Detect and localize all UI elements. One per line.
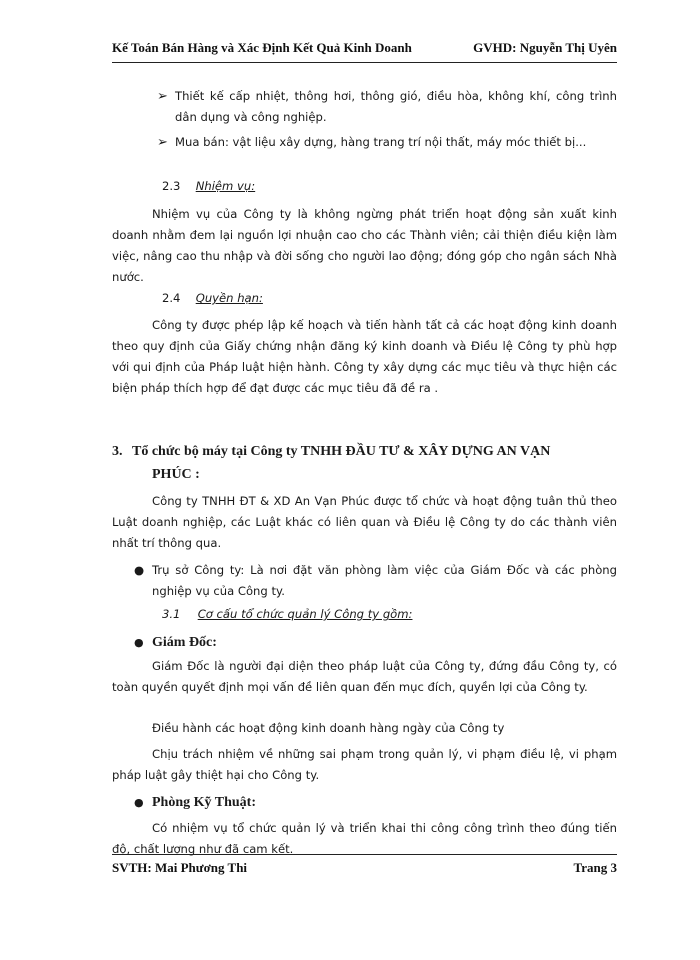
header-rule	[112, 62, 617, 63]
section-3-heading	[112, 442, 617, 486]
role-label: Giám Đốc:	[152, 635, 217, 650]
giam-doc-paragraph-2: Điều hành các hoạt động kinh doanh hàng ngày của Công ty	[152, 721, 505, 735]
arrow-list-item	[157, 86, 617, 128]
bullet-icon: ●	[134, 796, 144, 809]
section-title: Cơ cấu tổ chức quản lý Công ty gồm:	[197, 607, 413, 621]
header-instructor: GVHD: Nguyễn Thị Uyên	[473, 40, 617, 55]
bullet-list-item	[134, 560, 617, 602]
section-2-3-heading	[162, 176, 255, 197]
section-2-4-heading	[162, 288, 263, 309]
giam-doc-paragraph-3: Chịu trách nhiệm về những sai phạm trong quản lý, vi phạm điều lệ, vi phạm pháp luật gây thiệt hại cho Công ty.	[112, 747, 617, 782]
bullet-list-item-text: Trụ sở Công ty: Là nơi đặt văn phòng làm việc của Giám Đốc và các phòng nghiệp vụ của Công ty.	[152, 563, 617, 598]
arrow-bullet-icon: ➢	[157, 89, 168, 104]
section-title: Quyền hạn:	[195, 291, 263, 305]
bullet-icon: ●	[134, 636, 144, 649]
bullet-icon: ●	[134, 563, 145, 577]
page-header	[112, 38, 617, 60]
page-footer	[112, 860, 617, 882]
section-number: 2.3	[162, 179, 181, 193]
section-2-4-paragraph: Công ty được phép lập kế hoạch và tiến hành tất cả các hoạt động kinh doanh theo quy định của Giấy chứng nhận đăng ký kinh doanh và Điều lệ Công ty phù hợp với qui định của Pháp luật hiện hành. Công ty xây dựng các mục tiêu và thực hiện các biện pháp thích hợp để đạt được các mục tiêu đã đề ra .	[112, 318, 617, 395]
arrow-list-item	[157, 132, 617, 153]
section-number: 3.1	[162, 607, 181, 621]
page-number: Trang 3	[573, 860, 617, 875]
phong-ky-thuat-paragraph-1: Có nhiệm vụ tổ chức quản lý và triển khai thi công công trình theo đúng tiến độ, chất lượng như đã cam kết.	[112, 821, 617, 856]
giam-doc-paragraph-1: Giám Đốc là người đại diện theo pháp luật của Công ty, đứng đầu Công ty, có toàn quyền quyết định mọi vấn đề liên quan đến mục đích, quyền lợi của Công ty.	[112, 659, 617, 694]
section-title-line-2: PHÚC :	[152, 467, 200, 482]
footer-student: SVTH: Mai Phương Thi	[112, 860, 248, 875]
role-label: Phòng Kỹ Thuật:	[152, 795, 256, 810]
section-title-line-1: Tổ chức bộ máy tại Công ty TNHH ĐẦU TƯ & XÂY DỰNG AN VẠN	[132, 444, 551, 459]
arrow-list-item-text: Mua bán: vật liệu xây dựng, hàng trang trí nội thất, máy móc thiết bị...	[175, 135, 587, 149]
section-3-intro: Công ty TNHH ĐT & XD An Vạn Phúc được tổ chức và hoạt động tuân thủ theo Luật doanh nghiệp, các Luật khác có liên quan và Điều lệ Công ty do các thành viên nhất trí thông qua.	[112, 494, 617, 550]
section-title: Nhiệm vụ:	[195, 179, 256, 193]
section-number: 3.	[112, 444, 123, 459]
section-3-1-heading	[162, 604, 412, 625]
section-number: 2.4	[162, 291, 181, 305]
footer-rule	[112, 854, 617, 855]
arrow-list-item-text: Thiết kế cấp nhiệt, thông hơi, thông gió, điều hòa, không khí, công trình dân dụng và công nghiệp.	[175, 89, 617, 124]
section-2-3-paragraph: Nhiệm vụ của Công ty là không ngừng phát triển hoạt động sản xuất kinh doanh nhằm đem lại nguồn lợi nhuận cao cho các Thành viên; cải thiện điều kiện làm việc, nâng cao thu nhập và đời sống cho người lao động; đóng góp cho ngân sách Nhà nước.	[112, 207, 617, 284]
header-title: Kế Toán Bán Hàng và Xác Định Kết Quả Kinh Doanh	[112, 40, 412, 55]
arrow-bullet-icon: ➢	[157, 135, 168, 150]
